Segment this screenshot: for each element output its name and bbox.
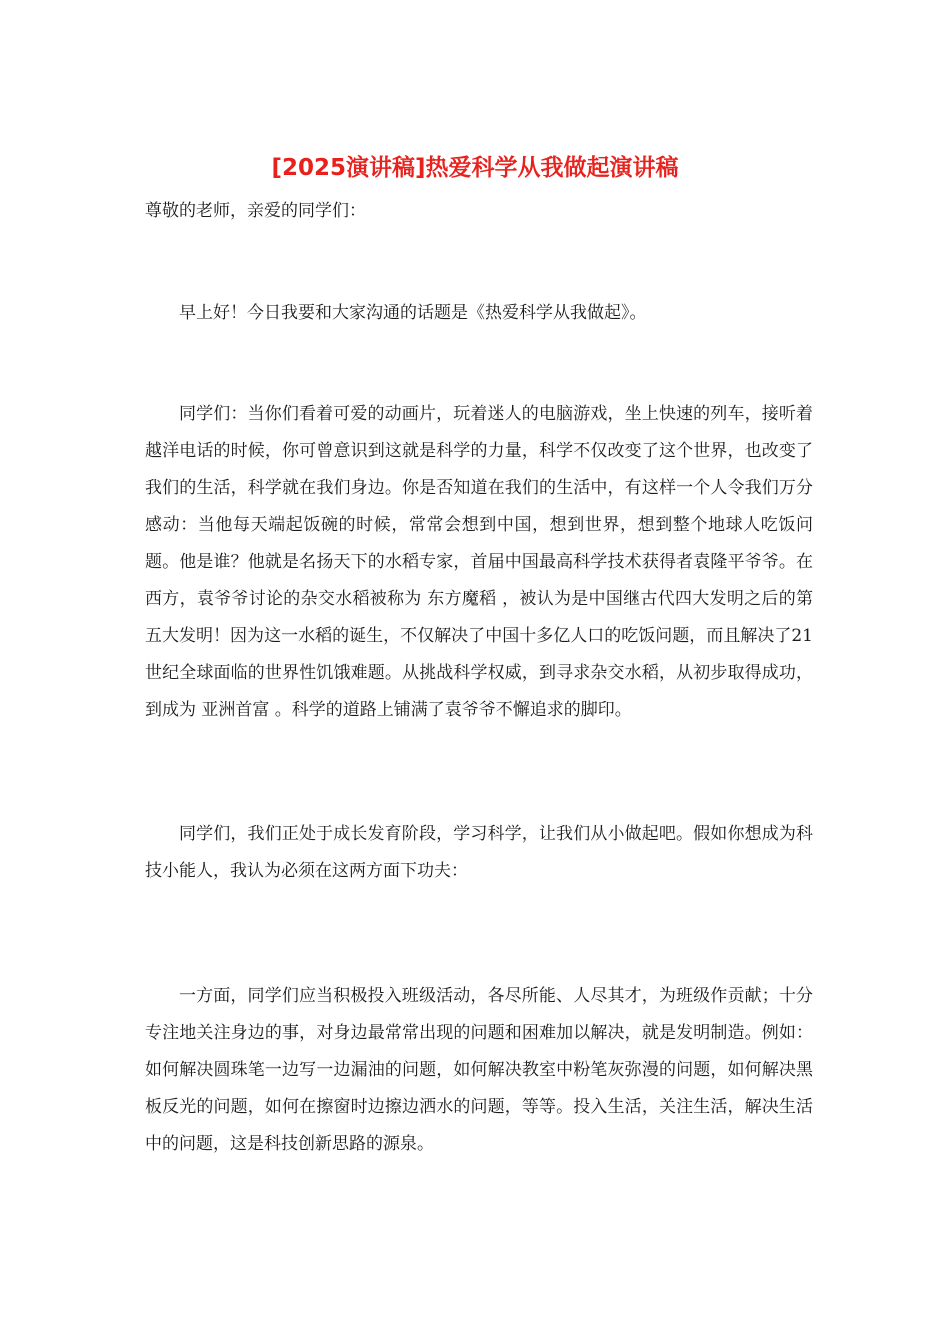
document-title: [2025演讲稿]热爱科学从我做起演讲稿 <box>271 155 679 181</box>
salutation: 尊敬的老师，亲爱的同学们： <box>145 201 366 221</box>
paragraph-call-to-action: 同学们，我们正处于成长发育阶段，学习科学，让我们从小做起吧。假如你想成为科技小能人，我认为必须在这两方面下功夫： <box>145 824 813 881</box>
paragraph-greeting: 早上好！今日我要和大家沟通的话题是《热爱科学从我做起》。 <box>179 303 647 323</box>
paragraph-science-story: 同学们：当你们看着可爱的动画片，玩着迷人的电脑游戏，坐上快速的列车，接听着越洋电话的时候，你可曾意识到这就是科学的力量，科学不仅改变了这个世界，也改变了我们的生活，科学就在我们身边。你是否知道在我们的生活中，有这样一个人令我们万分感动：当他每天端起饭碗的时候，常常会想到中国，想到世界，想到整个地球人吃饭问题。他是谁？他就是名扬天下的水稻专家，首届中国最高科学技术获得者袁隆平爷爷。在西方，袁爷爷讨论的杂交水稻被称为 东方魔稻 ，被认为是中国继古代四大发明之后的第五大发明！因为这一水稻的诞生，不仅解决了中国十多亿人口的吃饭问题，而且解决了21世纪全球面临的世界性饥饿难题。从挑战科学权威，到寻求杂交水稻，从初步取得成功，到成为 亚洲首富 。科学的道路上铺满了袁爷爷不懈追求的脚印。 <box>145 404 813 720</box>
paragraph-first-aspect: 一方面，同学们应当积极投入班级活动，各尽所能、人尽其才，为班级作贡献；十分专注地关注身边的事，对身边最常常出现的问题和困难加以解决，就是发明制造。例如：如何解决圆珠笔一边写一边漏油的问题，如何解决教室中粉笔灰弥漫的问题，如何解决黑板反光的问题，如何在擦窗时边擦边洒水的问题，等等。投入生活，关注生活，解决生活中的问题，这是科技创新思路的源泉。 <box>145 986 813 1154</box>
